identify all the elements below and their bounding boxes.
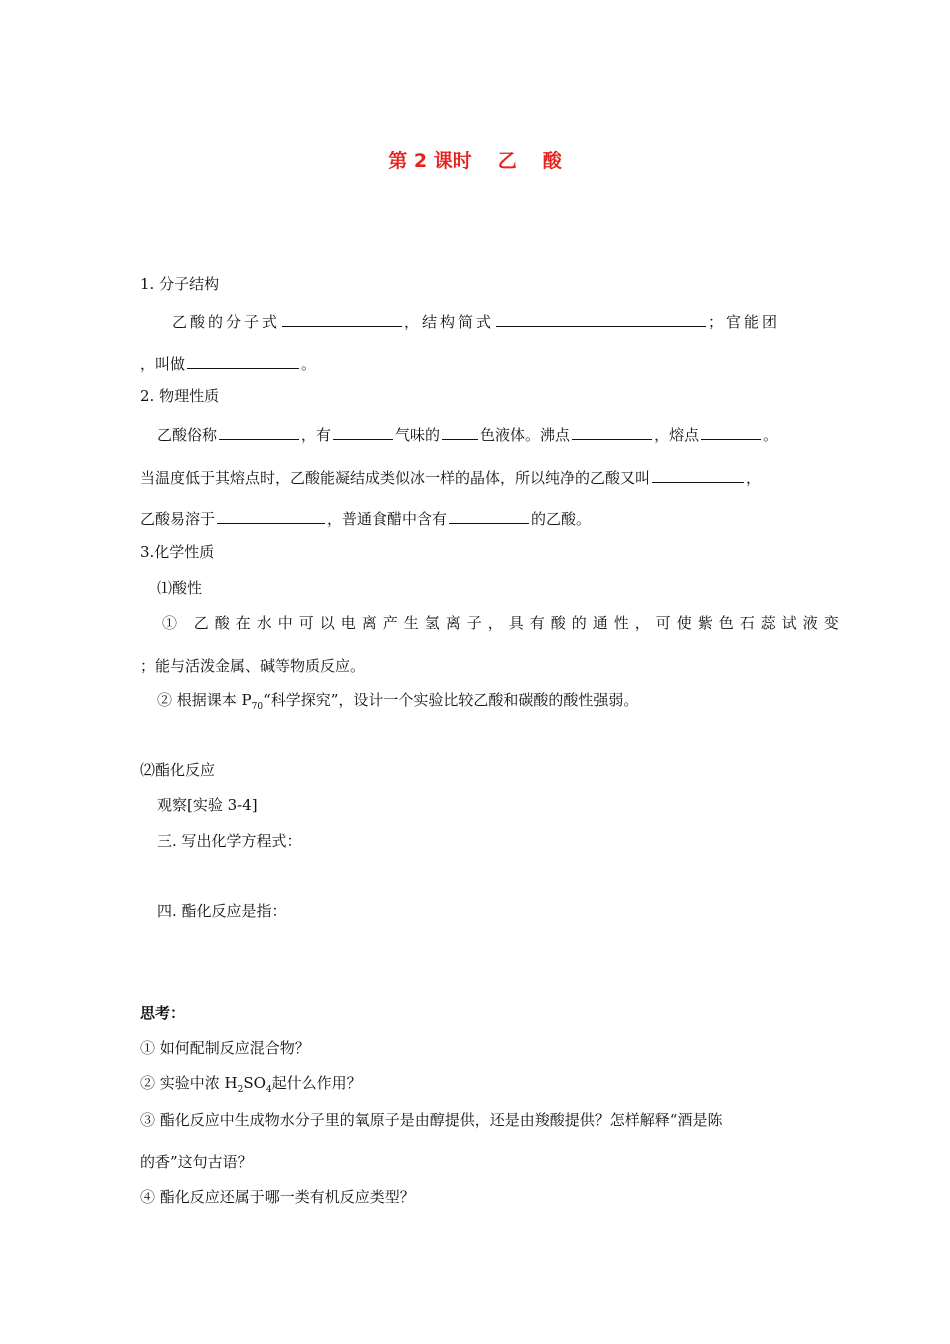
think-q2-rest: 起什么作用？ — [271, 1074, 362, 1092]
blank-common-name[interactable] — [219, 423, 299, 440]
s2-text-glacial: 当温度低于其熔点时，乙酸能凝结成类似冰一样的晶体，所以纯净的乙酸又叫 — [140, 469, 651, 487]
blank-soluble-in[interactable] — [217, 507, 325, 524]
think-heading: 思考： — [140, 1004, 186, 1022]
blank-color[interactable] — [442, 423, 478, 440]
think-question-2 — [140, 1073, 362, 1100]
page-title — [0, 146, 950, 173]
blank-structural-formula[interactable] — [496, 310, 706, 327]
s2-text-boiling: 色液体。沸点 — [480, 426, 571, 444]
s3-esterification-heading: ⑵酯化反应 — [140, 761, 216, 779]
s2-text-soluble: 乙酸易溶于 — [140, 510, 216, 528]
section-1-heading: 1. 分子结构 — [140, 275, 220, 293]
think-q2-sub-2: 4 — [265, 1085, 272, 1095]
s2-text-odor: 气味的 — [395, 426, 441, 444]
blank-odor[interactable] — [333, 423, 393, 440]
think-question-3-cont: 的香”这句古语？ — [140, 1153, 253, 1171]
s2-text-vinegar: ，普通食醋中含有 — [327, 510, 448, 528]
s2-text-comma: ， — [746, 469, 762, 487]
s3-page-number: 70 — [251, 702, 264, 712]
s2-line-2 — [140, 466, 761, 488]
title-char-1: 乙 — [497, 150, 517, 172]
s3-item-2-rest: “科学探究”，设计一个实验比较乙酸和碳酸的酸性强弱。 — [263, 691, 639, 709]
title-char-2: 酸 — [542, 150, 562, 172]
s3-question-equation: 三. 写出化学方程式： — [157, 832, 302, 850]
section-3-heading: 3.化学性质 — [140, 543, 215, 561]
title-lesson: 第 2 课时 — [388, 150, 472, 172]
s3-acidity-heading: ⑴酸性 — [157, 579, 203, 597]
s1-line-1 — [172, 310, 780, 332]
blank-molecular-formula[interactable] — [282, 310, 402, 327]
s1-text-period: 。 — [301, 355, 317, 373]
blank-melting-point[interactable] — [701, 423, 761, 440]
s2-text-common-name: 乙酸俗称 — [157, 426, 218, 444]
think-q2-text: ② 实验中浓 H — [140, 1074, 238, 1092]
s2-text-end: 。 — [763, 426, 779, 444]
s2-text-acid: 的乙酸。 — [531, 510, 592, 528]
s3-item-1-cont: ；能与活泼金属、碱等物质反应。 — [140, 657, 366, 675]
s3-item-2 — [157, 690, 638, 717]
section-2-heading: 2. 物理性质 — [140, 387, 220, 405]
think-question-3: ③ 酯化反应中生成物水分子里的氧原子是由醇提供，还是由羧酸提供？怎样解释“酒是陈 — [140, 1111, 723, 1129]
s1-text-called: ，叫做 — [140, 355, 186, 373]
think-question-4: ④ 酯化反应还属于哪一类有机反应类型？ — [140, 1188, 415, 1206]
blank-glacial-name[interactable] — [652, 466, 744, 483]
s2-text-melting: ，熔点 — [654, 426, 700, 444]
s1-line-2 — [140, 352, 316, 374]
s1-text-structure: ，结构简式 — [404, 313, 495, 331]
s2-line-1 — [157, 423, 778, 445]
s2-text-has: ，有 — [301, 426, 332, 444]
s2-line-3 — [140, 507, 591, 529]
blank-boiling-point[interactable] — [572, 423, 652, 440]
think-q2-so: SO — [243, 1074, 266, 1092]
s3-item-1: ① 乙酸在水中可以电离产生氢离子，具有酸的通性，可使紫色石蕊试液变 — [162, 614, 845, 632]
think-question-1: ① 如何配制反应混合物？ — [140, 1039, 310, 1057]
blank-vinegar-percent[interactable] — [449, 507, 529, 524]
s3-item-2-text: ② 根据课本 P — [157, 691, 252, 709]
think-q2-sub-1: 2 — [237, 1085, 244, 1095]
s1-text-functional-group: ；官能团 — [708, 313, 781, 331]
blank-group-name[interactable] — [187, 352, 299, 369]
s1-text-formula: 乙酸的分子式 — [172, 313, 281, 331]
s3-question-definition: 四. 酯化反应是指： — [157, 902, 287, 920]
s3-observe: 观察[实验 3-4] — [157, 796, 258, 814]
